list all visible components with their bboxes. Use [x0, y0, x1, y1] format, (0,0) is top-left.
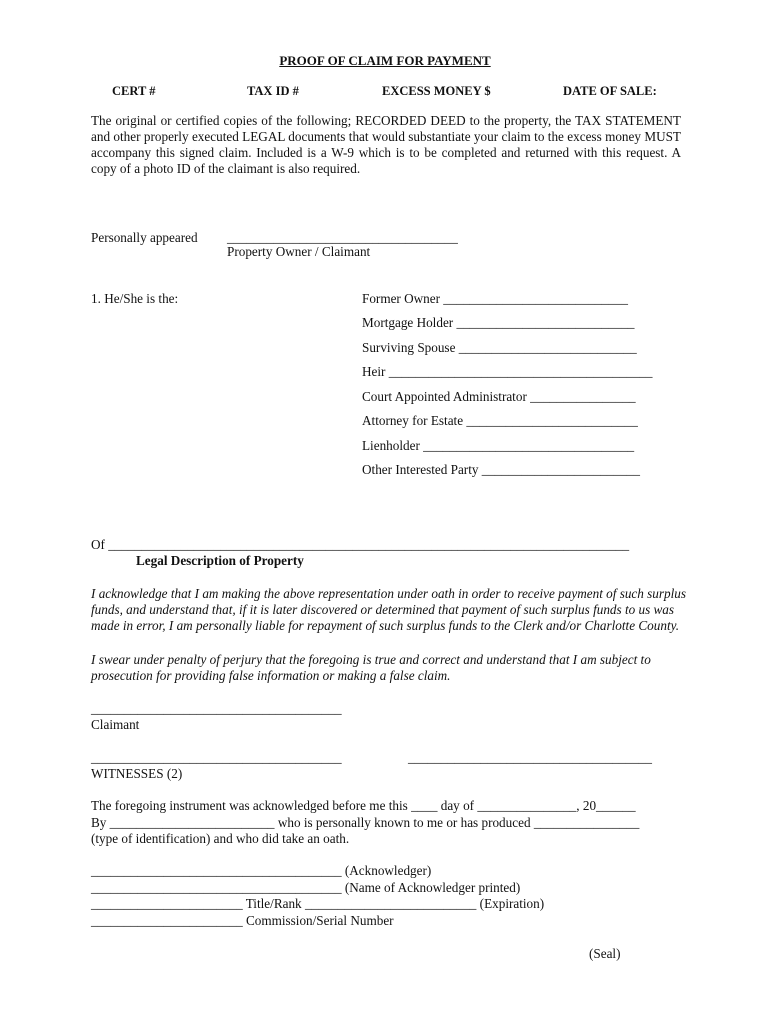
personally-appeared-label: Personally appeared — [91, 230, 198, 245]
acknowledger-signature-line[interactable]: ______________________________________ (Acknowledger) — [91, 863, 432, 878]
role-option-lienholder[interactable]: Lienholder ________________________________ — [362, 438, 635, 453]
role-option-attorney-for-estate[interactable]: Attorney for Estate __________________________ — [362, 413, 638, 428]
role-option-other-party[interactable]: Other Interested Party ________________________ — [362, 462, 640, 477]
notary-acknowledgement-line-3: (type of identification) and who did take an oath. — [91, 831, 350, 846]
legal-description-label: Legal Description of Property — [136, 553, 304, 568]
role-option-heir[interactable]: Heir ________________________________________ — [362, 364, 653, 379]
role-label: 1. He/She is the: — [91, 291, 179, 306]
title-rank-expiration-line[interactable]: _______________________ Title/Rank __________________________ (Expiration) — [91, 896, 545, 911]
witness-signature-line-2[interactable]: _____________________________________ — [408, 750, 652, 765]
notary-acknowledgement-line-1[interactable]: The foregoing instrument was acknowledged before me this ____ day of _______________, 20______ — [91, 798, 636, 813]
property-of-line[interactable]: Of _______________________________________________________________________________ — [91, 537, 630, 552]
cert-label: CERT # — [112, 84, 156, 98]
role-option-former-owner[interactable]: Former Owner ____________________________ — [362, 291, 628, 306]
claimant-name-line[interactable]: ___________________________________ — [227, 230, 458, 245]
seal-label: (Seal) — [589, 946, 621, 961]
acknowledger-printed-line[interactable]: ______________________________________ (Name of Acknowledger printed) — [91, 880, 521, 895]
oath-perjury: I swear under penalty of perjury that the foregoing is true and correct and understand that I am subject to prosecution for providing false information or making a false claim. — [91, 652, 651, 683]
excess-money-label: EXCESS MONEY $ — [382, 84, 491, 98]
tax-id-label: TAX ID # — [247, 84, 299, 98]
commission-number-line[interactable]: _______________________ Commission/Serial Number — [91, 913, 394, 928]
notary-acknowledgement-line-2[interactable]: By _________________________ who is personally known to me or has produced ________________ — [91, 815, 640, 830]
role-option-court-administrator[interactable]: Court Appointed Administrator ________________ — [362, 389, 636, 404]
claimant-label: Claimant — [91, 717, 140, 732]
witnesses-label: WITNESSES (2) — [91, 766, 183, 781]
property-owner-caption: Property Owner / Claimant — [227, 244, 371, 259]
role-option-surviving-spouse[interactable]: Surviving Spouse ___________________________ — [362, 340, 637, 355]
intro-paragraph: The original or certified copies of the following; RECORDED DEED to the property, the TAX STATEMENT and other properly executed LEGAL documents that would substantiate your claim to the excess money MUST accompany this signed claim. Included is a W-9 which is to be completed and returned with this request. A copy of a photo ID of the claimant is also required. — [91, 113, 681, 176]
date-of-sale-label: DATE OF SALE: — [563, 84, 657, 98]
witness-signature-line-1[interactable]: ______________________________________ — [91, 750, 342, 765]
claimant-signature-line[interactable]: ______________________________________ — [91, 701, 342, 716]
form-title: PROOF OF CLAIM FOR PAYMENT — [279, 53, 491, 68]
role-option-mortgage-holder[interactable]: Mortgage Holder ___________________________ — [362, 315, 635, 330]
oath-acknowledgement: I acknowledge that I am making the above representation under oath in order to receive payment of such surplus funds, and understand that, if it is later discovered or determined that payment of such surplus funds to us was made in error, I am personally liable for repayment of such surplus funds to the Clerk and/or Charlotte County. — [91, 586, 687, 633]
